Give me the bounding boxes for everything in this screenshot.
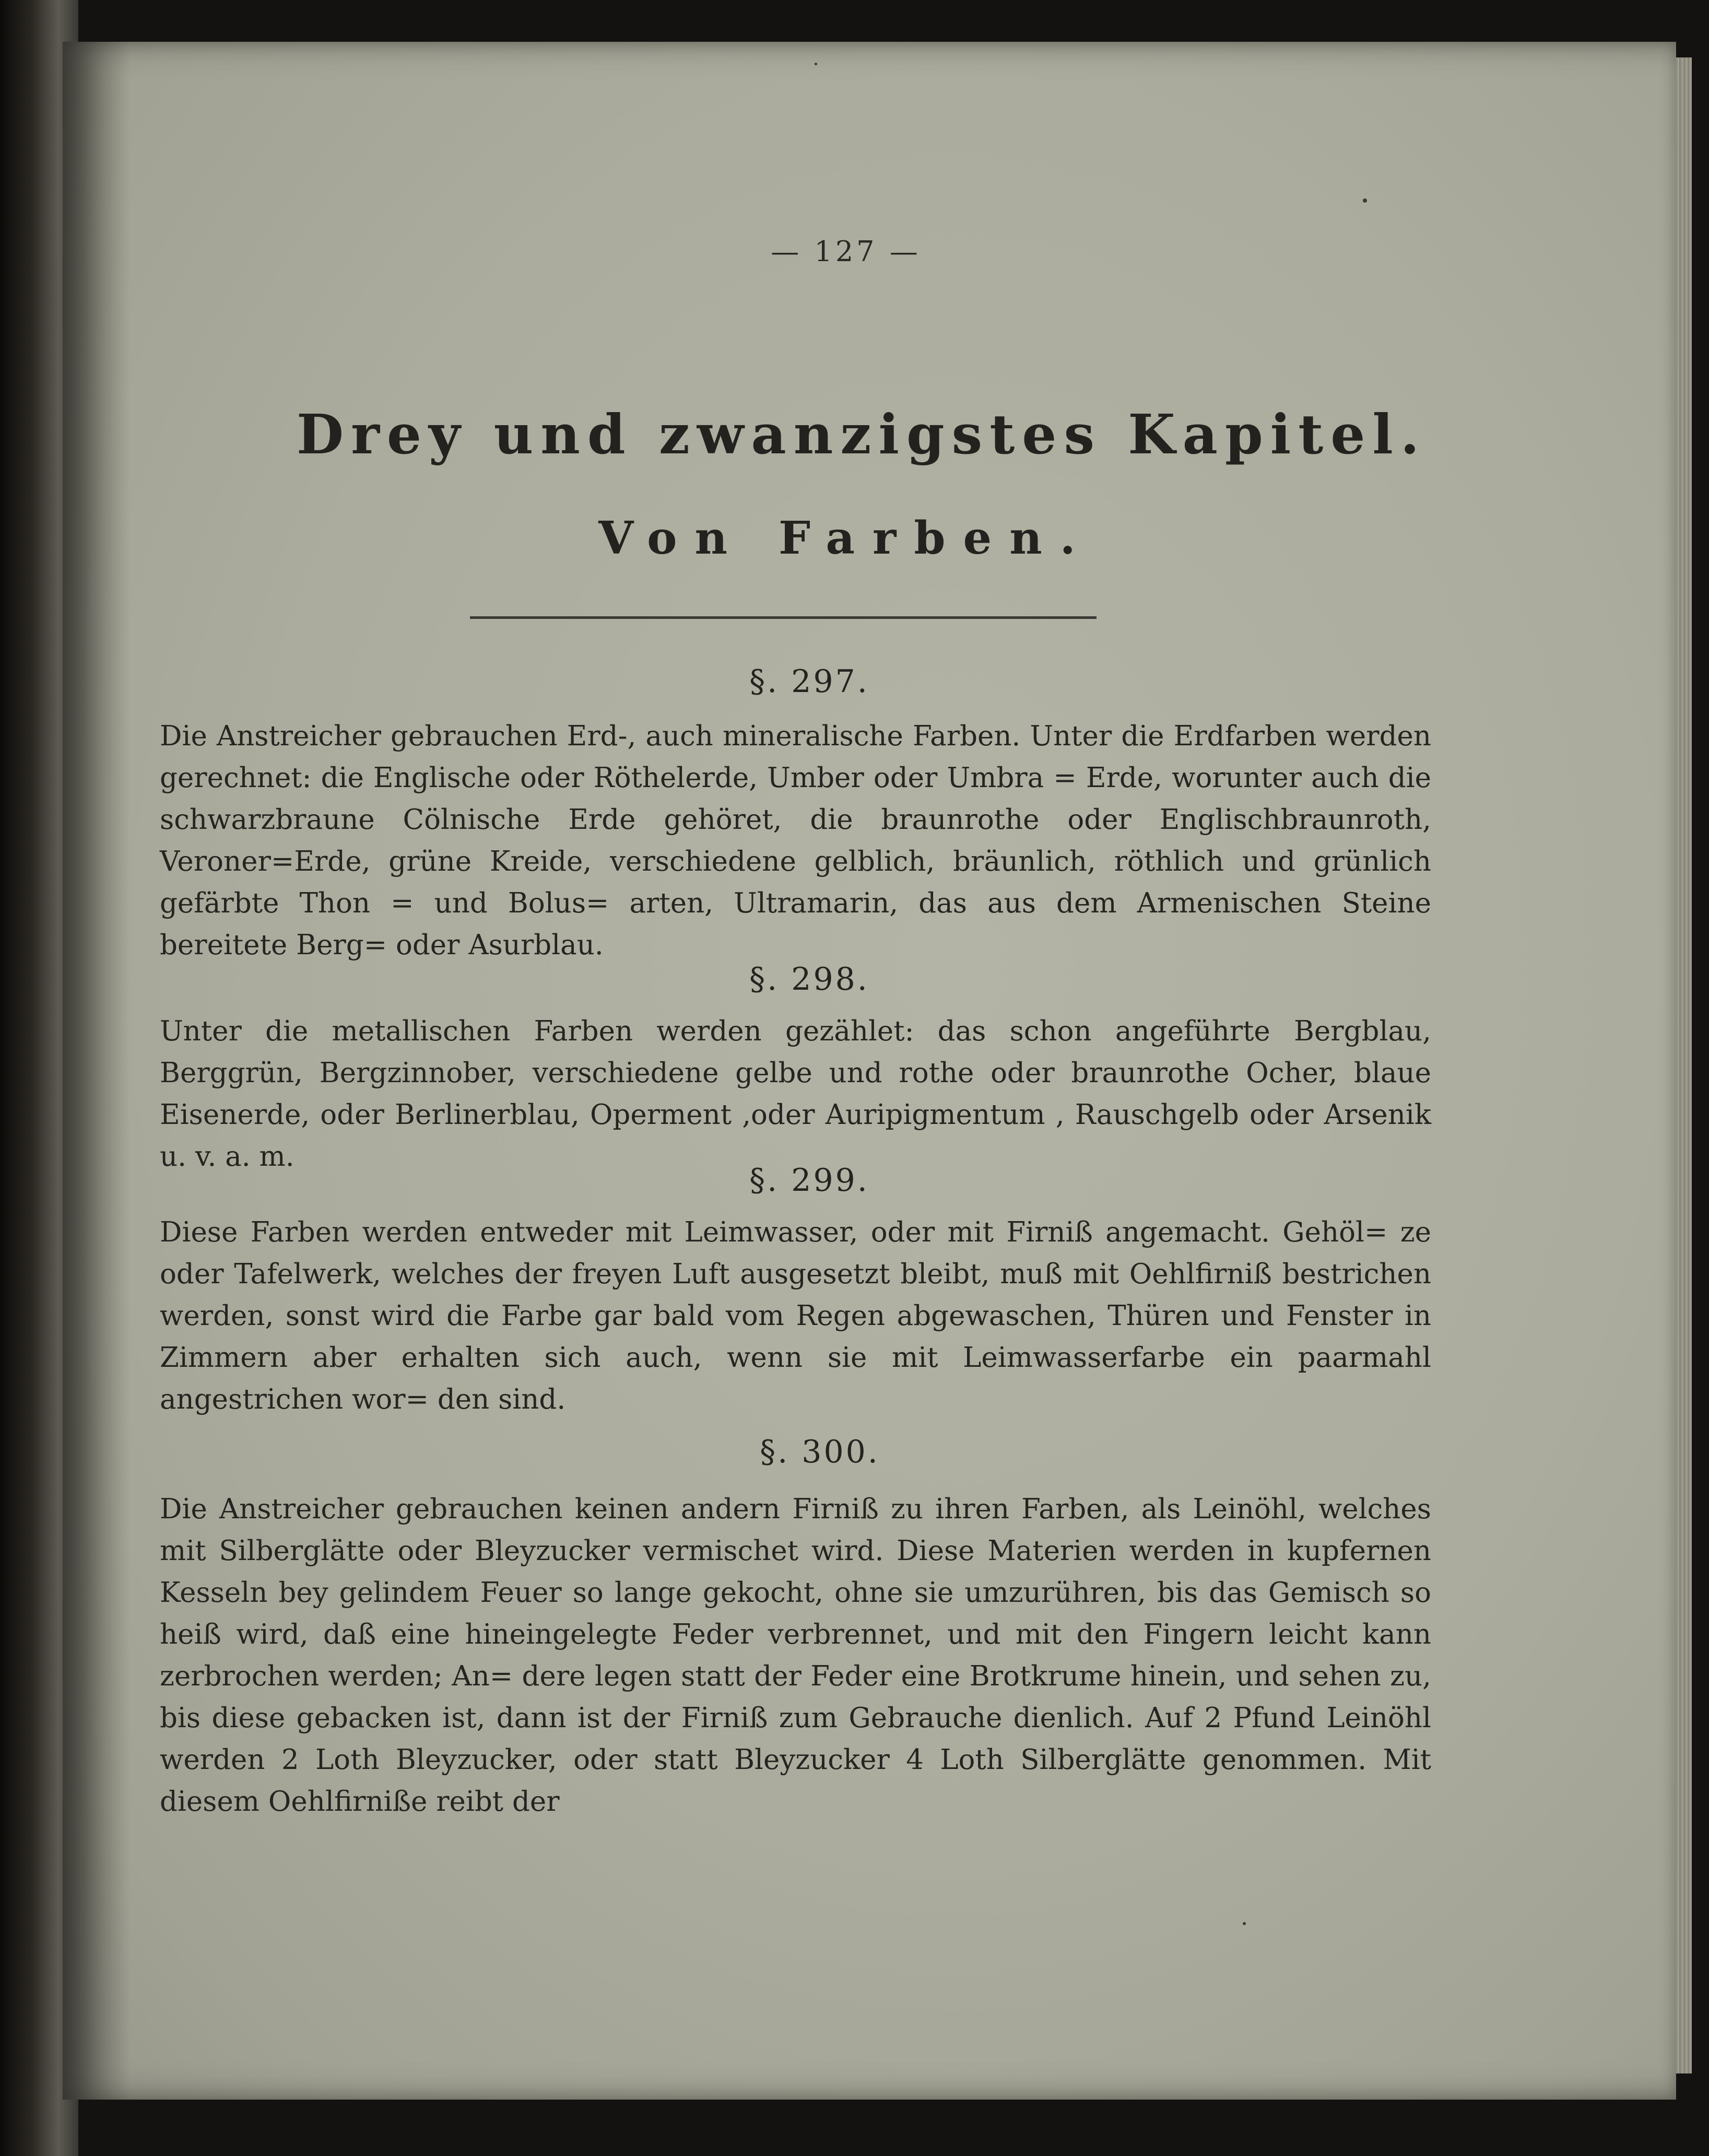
section-text-299: Diese Farben werden entweder mit Leimwasser, oder mit Firniß angemacht. Gehöl= ze oder Tafelwerk, welches der freyen Luft ausgesetzt bleibt, muß mit Oehlfirniß bestrichen werden, sonst wird die Farbe gar bald vom Regen abgewaschen, Thüren und Fenster in Zimmern aber erhalten sich auch, wenn sie mit Leimwasserfarbe ein paarmahl angestrichen wor= den sind. <box>160 1216 1431 1415</box>
section-heading-298: §. 298. <box>749 961 869 998</box>
paper-speck <box>1243 1922 1246 1925</box>
title-divider <box>470 616 1097 619</box>
section-text-297: Die Anstreicher gebrauchen Erd-, auch mineralische Farben. Unter die Erdfarben werden gerechnet: die Englische oder Röthelerde, Umber oder Umbra = Erde, worunter auch die schwarzbraune Cölnische Erde gehöret, die braunrothe oder Englischbraunroth, Veroner=Erde, grüne Kreide, verschiedene gelblich, bräunlich, röthlich und grünlich gefärbte Thon = und Bolus= arten, Ultramarin, das aus dem Armenischen Steine bereitete Berg= oder Asurblau. <box>160 720 1431 961</box>
book-page <box>63 42 1676 2100</box>
gutter-shadow <box>63 42 131 2100</box>
page-number: — 127 — <box>771 235 921 268</box>
section-heading-300: §. 300. <box>760 1434 880 1470</box>
chapter-title: Drey und zwanzigstes Kapitel. <box>296 402 1427 466</box>
section-heading-297: §. 297. <box>749 663 869 700</box>
section-text-300: Die Anstreicher gebrauchen keinen andern Firniß zu ihren Farben, als Leinöhl, welches mit Silberglätte oder Bleyzucker vermischet wird. Diese Materien werden in kupfernen Kesseln bey gelindem Feuer so lange gekocht, ohne sie umzurühren, bis das Gemisch so heiß wird, daß eine hineingelegte Feder verbrennet, und mit den Fingern leicht kann zerbrochen werden; An= dere legen statt der Feder eine Brotkrume hinein, und sehen zu, bis diese gebacken ist, dann ist der Firniß zum Gebrauche dienlich. Auf 2 Pfund Leinöhl werden 2 Loth Bleyzucker, oder statt Bleyzucker 4 Loth Silberglätte genommen. Mit diesem Oehlfirniße reibt der <box>160 1493 1431 1818</box>
section-heading-299: §. 299. <box>749 1162 869 1199</box>
paper-speck <box>815 63 817 65</box>
chapter-subtitle: Von Farben. <box>598 512 1093 565</box>
paper-speck <box>1363 198 1367 203</box>
section-text-298: Unter die metallischen Farben werden gezählet: das schon angeführte Bergblau, Berggrün, Bergzinnober, verschiedene gelbe und rothe oder braunrothe Ocher, blaue Eisenerde, oder Berlinerblau, Operment ,oder Auripigmentum , Rauschgelb oder Arsenik u. v. a. m. <box>160 1015 1431 1173</box>
